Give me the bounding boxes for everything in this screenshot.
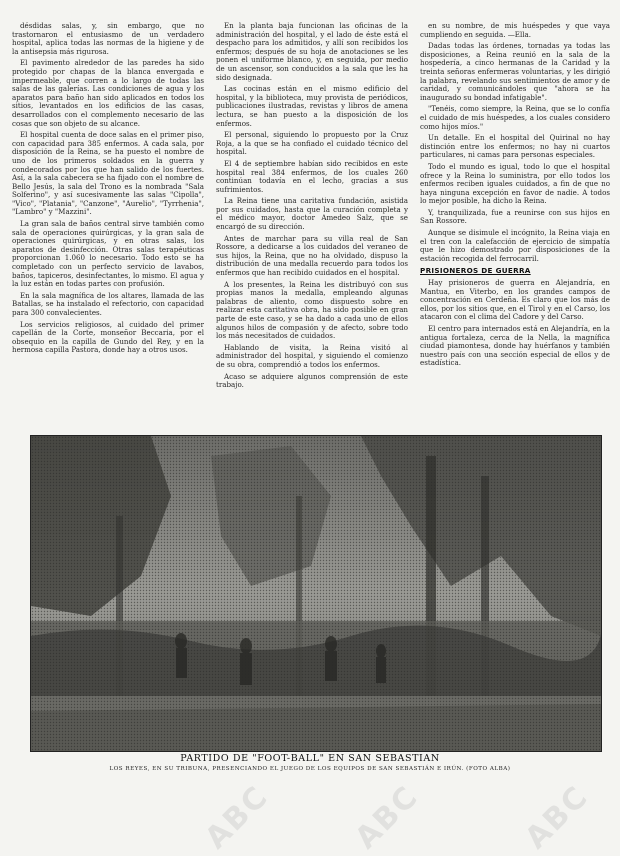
paragraph: Todo el mundo es igual, todo lo que el hospital ofrece y la Reina lo suministra, por ello todos los enfermos reciben iguales cuidados, a fin de que no haya ninguna excepción en favor de nadie. A todos lo mejor posible, ha dicho la Reina. (420, 161, 610, 206)
paragraph: Un detalle. En el hospital del Quirinal no hay distinción entre los enfermos; no hay ni cuartos particulares, ni camas para personas especiales. (420, 133, 610, 160)
paragraph: En la planta baja funcionan las oficinas de la administración del hospital, y el lado de éste está el despacho para los admitidos, y allí son recibidos los enfermos; después de su hoja de anotaciones se les ponen el uniforme blanco, y, en seguida, por medio de un ascensor, son conducidos a la sala que les ha sido designada. (216, 22, 408, 82)
paragraph: Acaso se adquiere algunos comprensión de este trabajo. (216, 371, 408, 390)
paragraph: Antes de marchar para su villa real de San Rossore, a dedicarse a los cuidados del veraneo de sus hijos, la Reina, que no ha olvidado, dispuso la distribución de una medalla recuerdo para todos los enfermos que han recibido cuidados en el hospital. (216, 233, 408, 278)
paragraph: "Tenéis, como siempre, la Reina, que se lo confía el cuidado de mis huéspedes, a los cuales considero como hijos míos." (420, 104, 610, 131)
paragraph: El pavimento alrededor de las paredes ha sido protegido por chapas de la blanca envergada e impermeable, que corren a lo largo de todas las salas de las galerías. Las condiciones de agua y los aparatos para baño han sido aplicados en todos los sitios, levantados en los edificios de las casas, desarrollados con el complemento necesario de las cosas que son objeto de su alcance. (12, 58, 204, 128)
paragraph: En la sala magnífica de los altares, llamada de las Batallas, se ha instalado el refectorio, con capacidad para 300 convalecientes. (12, 290, 204, 317)
text-column-middle (216, 22, 408, 432)
text-column-right (420, 22, 610, 432)
photo-caption-title: PARTIDO DE "FOOT-BALL" EN SAN SEBASTIAN (180, 753, 440, 764)
section-heading-prisoners: PRISIONEROS DE GUERRA (420, 266, 531, 276)
paragraph: El centro para internados está en Alejandría, en la antigua fortaleza, cerca de la Nella, la magnífica ciudad piamontesa, donde hay huérfanos y también nuestro país con una sección especial de ellos y de estadística. (420, 324, 610, 368)
halftone-photo-football-match (30, 435, 602, 752)
paragraph: La Reina tiene una caritativa fundación, asistida por sus cuidados, hasta que la curación completa y el médico mayor, doctor Amedeo Salz, que se encargó de su dirección. (216, 196, 408, 232)
paragraph: en su nombre, de mis huéspedes y que vaya cumpliendo en seguida. —Ella. (420, 22, 610, 39)
paragraph: désdidas salas, y, sin embargo, que no trastornaron el entusiasmo de un verdadero hospital, aplica todas las normas de la higiene y de la antisepsia más rigurosa. (12, 22, 204, 56)
paragraph: Aunque se disimule el incógnito, la Reina viaja en el tren con la calefacción de ejercicio de simpatía que le hizo demostrado por disposiciones de la estación recogida del ferrocarril. (420, 228, 610, 263)
text-column-left (12, 22, 204, 432)
paragraph: Hay prisioneros de guerra en Alejandría, en Mantua, en Viterbo, en los grandes campos de concentración en Cerdeña. Es claro que los más de ellos, por los sitios que, en el Tirol y en el Carso, los atacaron con el clima del Cadore y del Carso. (420, 278, 610, 322)
photo-illustration (31, 436, 601, 751)
paragraph: Dadas todas las órdenes, tornadas ya todas las disposiciones, a Reina reunió en la sala de la hospedería, a cinco hermanas de la Caridad y la treinta señoras enfermeras voluntarias, y les dirigió la palabra, revelando sus sentimientos de amor y de caridad, y comunicándoles que "ahora se ha inaugurado su bondad infatigable". (420, 41, 610, 102)
paragraph: La gran sala de baños central sirve también como sala de operaciones quirúrgicas, y la gran sala de operaciones quirúrgicas, y en otras salas, los aparatos de desinfección. Otras salas terapéuticas proporcionan 1.060 lo necesario. Todo esto se ha completado con un perfecto servicio de lavabos, baños, tapiceros, desinfectantes, lo mismo. El agua y la luz están en todas partes con profusión. (12, 219, 204, 289)
photo-caption-subtitle: LOS REYES, EN SU TRIBUNA, PRESENCIANDO EL JUEGO DE LOS EQUIPOS DE SAN SEBASTIÁN E IRÚN. (FOTO ALBA) (109, 766, 511, 772)
paragraph: El personal, siguiendo lo propuesto por la Cruz Roja, a la que se ha confiado el cuidado técnico del hospital. (216, 130, 408, 157)
paragraph: Hablando de visita, la Reina visitó al administrador del hospital, y siguiendo el comienzo de su obra, comprendió a todos los enfermos. (216, 342, 408, 369)
paragraph: El hospital cuenta de doce salas en el primer piso, con capacidad para 385 enfermos. A cada sala, por disposición de la Reina, se ha puesto el nombre de uno de los primeros soldados en la guerra y condecorados por los que han salido de los fuertes. Así, a la sala cabecera se ha fijado con el nombre de Bello Jesús, la sala del Trono es la nombrada "Sala Solferino", y así sucesivamente las salas "Cipolla", "Vico", "Platania", "Canzone", "Aurelio", "Tyrrhenia", "Lambro" y "Mazzini". (12, 130, 204, 217)
watermark-stamp: ABC (518, 778, 596, 856)
paragraph: Las cocinas están en el mismo edificio del hospital, y la biblioteca, muy provista de periódicos, publicaciones ilustradas, revistas y libros de amena lectura, se han puesto a la disposición de los enfermos. (216, 84, 408, 128)
paragraph: A los presentes, la Reina les distribuyó con sus propias manos la medalla, empleando algunas palabras de aliento, como dispuesto sobre en realizar esta caritativa obra, ha sido posible en gran parte de este caso, y se ha dado a cada uno de ellos algunos hilos de compasión y de afecto, sobre todo los más necesitados de cuidados. (216, 279, 408, 341)
paragraph: Los servicios religiosos, al cuidado del primer capellán de la Corte, monseñor Beccaria, por el obsequio en la capilla de Gundo del Rey, y en la hermosa capilla Pastora, donde hay a otros usos. (12, 319, 204, 355)
watermark-stamp: ABC (198, 778, 276, 856)
paragraph: Y, tranquilizada, fue a reunirse con sus hijos en San Rossore. (420, 207, 610, 226)
paragraph: El 4 de septiembre habían sido recibidos en este hospital real 384 enfermos, de los cuales 260 continúan todavía en el lecho, gracias a sus sufrimientos. (216, 158, 408, 194)
watermark-stamp: ABC (348, 778, 426, 856)
